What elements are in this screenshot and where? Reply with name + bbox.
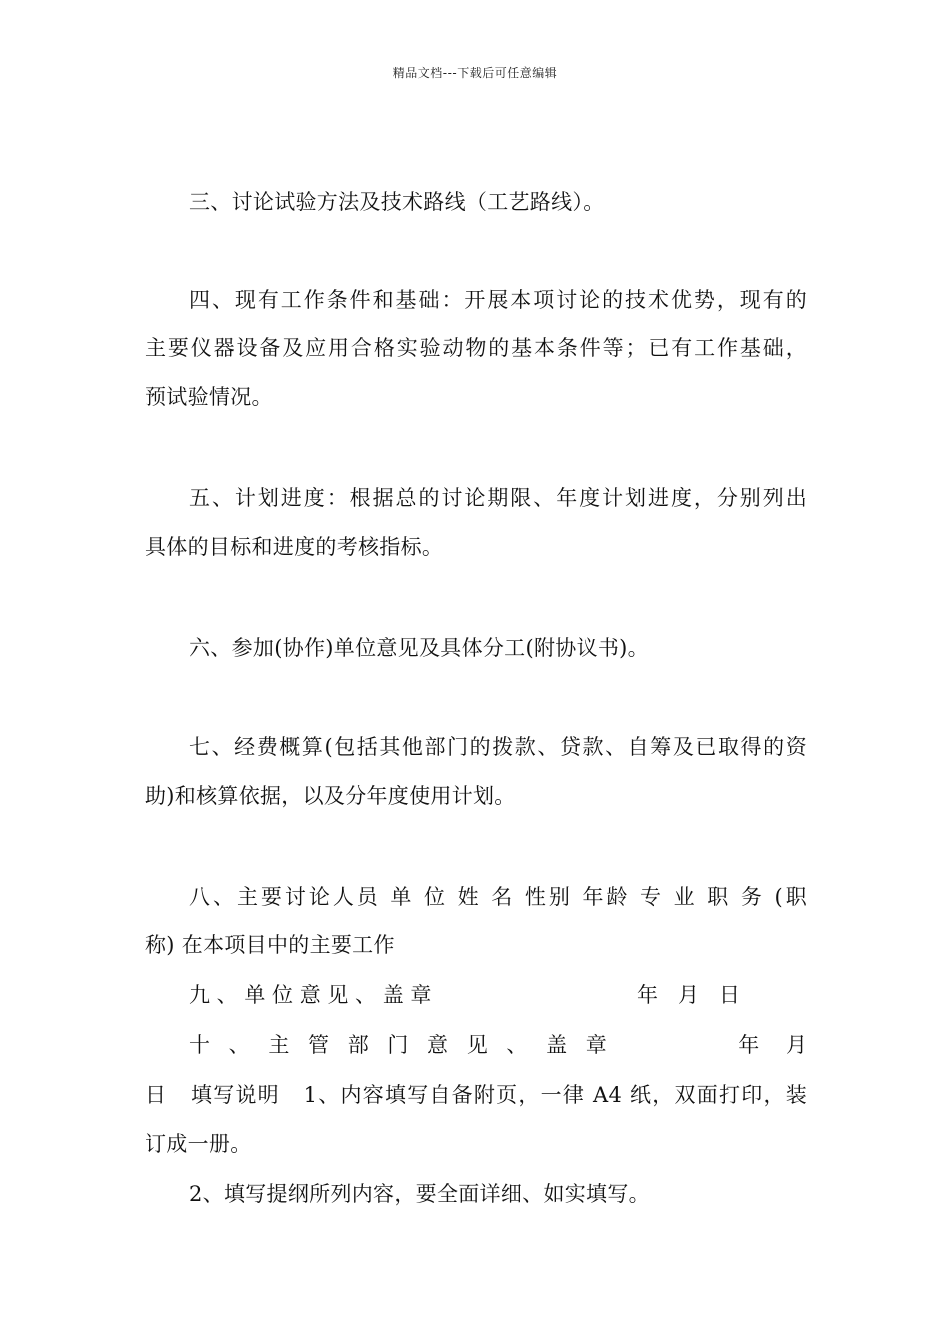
page-header: 精品文档---下载后可任意编辑 bbox=[392, 66, 558, 80]
section-7-line-1: 七、经费概算(包括其他部门的拨款、贷款、自筹及已取得的资 bbox=[189, 735, 807, 759]
section-8-line-2: 称) 在本项目中的主要工作 bbox=[145, 933, 395, 957]
section-4-line-2: 主要仪器设备及应用合格实验动物的基本条件等；已有工作基础， bbox=[145, 336, 807, 360]
section-4-line-3: 预试验情况。 bbox=[145, 385, 273, 409]
section-10-line-2: 日 填写说明 1、内容填写自备附页，一律 A4 纸，双面打印，装 bbox=[145, 1083, 807, 1107]
section-10-date: 年 月 bbox=[738, 1033, 807, 1057]
section-9-label: 九 、 单 位 意 见 、 盖 章 bbox=[189, 983, 432, 1007]
section-8-line-1: 八、主要讨论人员 单 位 姓 名 性别 年龄 专 业 职 务 (职 bbox=[189, 885, 807, 909]
section-10-line-3: 订成一册。 bbox=[145, 1132, 252, 1156]
section-10 bbox=[145, 1021, 807, 1069]
section-6: 六、参加(协作)单位意见及具体分工(附协议书)。 bbox=[189, 636, 649, 660]
section-7-line-2: 助)和核算依据，以及分年度使用计划。 bbox=[145, 784, 516, 808]
section-10-label: 十 、 主 管 部 门 意 见 、 盖 章 bbox=[189, 1033, 613, 1057]
section-5-line-2: 具体的目标和进度的考核指标。 bbox=[145, 535, 444, 559]
note-2: 2、填写提纲所列内容，要全面详细、如实填写。 bbox=[189, 1182, 650, 1206]
section-3: 三、讨论试验方法及技术路线（工艺路线）。 bbox=[189, 190, 605, 214]
section-9 bbox=[145, 971, 807, 1019]
section-9-date: 年 月 日 bbox=[637, 983, 741, 1007]
section-5-line-1: 五、计划进度：根据总的讨论期限、年度计划进度，分别列出 bbox=[189, 486, 807, 510]
section-4-line-1: 四、现有工作条件和基础：开展本项讨论的技术优势，现有的 bbox=[189, 288, 807, 312]
